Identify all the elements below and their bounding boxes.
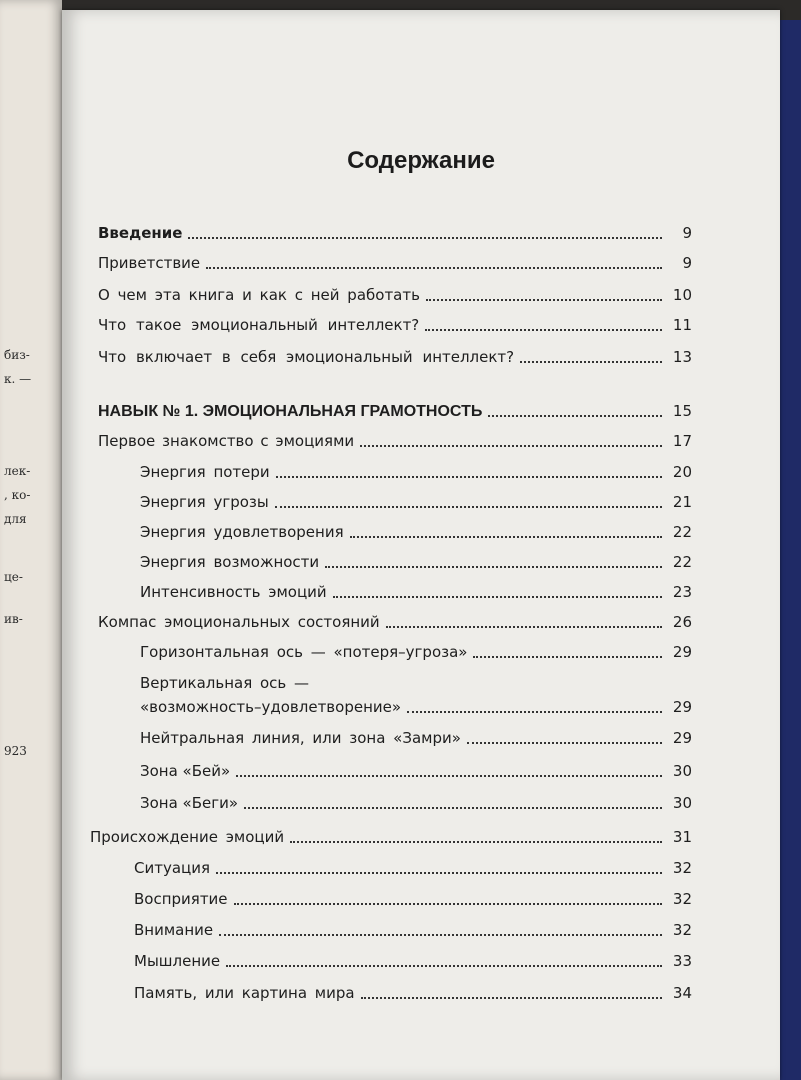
- toc-entry: [140, 643, 692, 662]
- leader-dots: [488, 415, 662, 417]
- toc-entry-page: 32: [672, 921, 692, 939]
- toc-entry-page: 17: [672, 432, 692, 450]
- leader-dots: [386, 626, 662, 628]
- toc-entry-page: 23: [672, 583, 692, 601]
- leader-dots: [216, 872, 662, 874]
- toc-entry-label: Введение: [98, 224, 183, 242]
- leader-dots: [467, 742, 662, 744]
- toc-entry-label: Происхождение эмоций: [90, 828, 285, 846]
- toc-entry-label: Первое знакомство с эмоциями: [98, 432, 355, 450]
- toc-entry-label: Мышление: [134, 952, 221, 970]
- toc-entry-page: 13: [672, 348, 692, 366]
- toc-entry-page: 20: [672, 463, 692, 481]
- toc-entry: [98, 254, 692, 273]
- toc-entry-label: Внимание: [134, 921, 214, 939]
- leader-dots: [407, 711, 662, 713]
- leader-dots: [360, 445, 662, 447]
- toc-entry-label: Энергия угрозы: [140, 493, 269, 511]
- leader-dots: [275, 506, 662, 508]
- toc-entry: [140, 794, 692, 813]
- leader-dots: [333, 596, 662, 598]
- toc-entry: [98, 348, 692, 367]
- toc-entry-label: Что включает в себя эмоциональный интеллект?: [98, 348, 515, 366]
- toc-entry-label: Память, или картина мира: [134, 984, 355, 1002]
- toc-entry-page: 9: [682, 224, 692, 242]
- left-page-fragment: 923: [4, 744, 27, 758]
- toc-entry-page: 33: [672, 952, 692, 970]
- toc-entry-label: Горизонтальная ось — «потеря–угроза»: [140, 643, 468, 661]
- toc-entry-label: «возможность–удовлетворение»: [140, 698, 402, 716]
- page-title: Содержание: [347, 147, 495, 174]
- toc-entry: [90, 828, 692, 847]
- toc-section-heading: [98, 402, 692, 421]
- toc-entry-label: Энергия возможности: [140, 553, 320, 571]
- toc-entry-page: 29: [672, 698, 692, 716]
- toc-entry-page: 9: [682, 254, 692, 272]
- toc-entry-page: 22: [672, 523, 692, 541]
- toc-entry-label: Энергия потери: [140, 463, 270, 481]
- toc-entry: [140, 583, 692, 602]
- toc-entry-label: Что такое эмоциональный интеллект?: [98, 316, 420, 334]
- leader-dots: [226, 965, 662, 967]
- toc-entry-label: Ситуация: [134, 859, 211, 877]
- leader-dots: [276, 476, 662, 478]
- toc-entry: [134, 952, 692, 971]
- toc-entry-label: Приветствие: [98, 254, 201, 272]
- toc-entry-label: О чем эта книга и как с ней работать: [98, 286, 420, 304]
- toc-entry-page: 32: [672, 859, 692, 877]
- toc-entry: [134, 984, 692, 1003]
- toc-entry: [98, 224, 692, 243]
- left-page-fragment: , ко-: [4, 488, 31, 502]
- toc-entry-page: 32: [672, 890, 692, 908]
- left-page-fragment: ив-: [4, 612, 23, 626]
- leader-dots: [206, 267, 662, 269]
- toc-entry: [140, 698, 692, 717]
- toc-entry-page: 30: [672, 762, 692, 780]
- toc-entry: [140, 463, 692, 482]
- toc-entry-label: Зона «Беги»: [140, 794, 239, 812]
- leader-dots: [234, 903, 662, 905]
- toc-entry: [134, 859, 692, 878]
- leader-dots: [425, 329, 662, 331]
- toc-entry-page: 10: [672, 286, 692, 304]
- toc-entry: [140, 729, 692, 748]
- toc-entry: [98, 316, 692, 335]
- toc-entry-label: Энергия удовлетворения: [140, 523, 344, 541]
- toc-entry-page: 29: [672, 643, 692, 661]
- toc-entry-page: 34: [672, 984, 692, 1002]
- toc-entry: [140, 762, 692, 781]
- left-page-fragment: це-: [4, 570, 23, 584]
- left-page-fragment: биз-: [4, 348, 30, 362]
- toc-entry: [140, 553, 692, 572]
- book-cover-edge: [780, 20, 801, 1080]
- leader-dots: [236, 775, 662, 777]
- left-page-fragment: лек-: [4, 464, 31, 478]
- toc-entry-page: 15: [672, 402, 692, 420]
- toc-entry-label: Зона «Бей»: [140, 762, 231, 780]
- leader-dots: [325, 566, 662, 568]
- left-page-edge: [0, 0, 62, 1080]
- toc-entry-page: 22: [672, 553, 692, 571]
- leader-dots: [520, 361, 662, 363]
- toc-entry-page: 11: [672, 316, 692, 334]
- left-page-fragment: для: [4, 512, 27, 526]
- toc-entry: [140, 523, 692, 542]
- toc-entry-page: 29: [672, 729, 692, 747]
- toc-entry: [98, 613, 692, 632]
- leader-dots: [188, 237, 662, 239]
- left-page-fragment: к. —: [4, 372, 32, 386]
- leader-dots: [350, 536, 662, 538]
- leader-dots: [426, 299, 662, 301]
- toc-entry: [98, 286, 692, 305]
- leader-dots: [219, 934, 662, 936]
- toc-entry-label: Интенсивность эмоций: [140, 583, 327, 601]
- toc-entry-page: 30: [672, 794, 692, 812]
- toc-entry-page: 31: [672, 828, 692, 846]
- leader-dots: [361, 997, 662, 999]
- book-page: [62, 10, 780, 1080]
- toc-entry: [140, 493, 692, 512]
- toc-entry-label-line1: Вертикальная ось —: [140, 674, 310, 692]
- leader-dots: [244, 807, 662, 809]
- toc-entry-label: Компас эмоциональных состояний: [98, 613, 380, 631]
- toc-entry-label: НАВЫК № 1. ЭМОЦИОНАЛЬНАЯ ГРАМОТНОСТЬ: [98, 403, 483, 420]
- toc-entry-page: 26: [672, 613, 692, 631]
- toc-entry-page: 21: [672, 493, 692, 511]
- toc-entry-label: Нейтральная линия, или зона «Замри»: [140, 729, 461, 747]
- toc-entry: [134, 890, 692, 909]
- toc-entry: [134, 921, 692, 940]
- toc-entry-label: Восприятие: [134, 890, 228, 908]
- toc-entry: [98, 432, 692, 451]
- leader-dots: [473, 656, 662, 658]
- leader-dots: [290, 841, 662, 843]
